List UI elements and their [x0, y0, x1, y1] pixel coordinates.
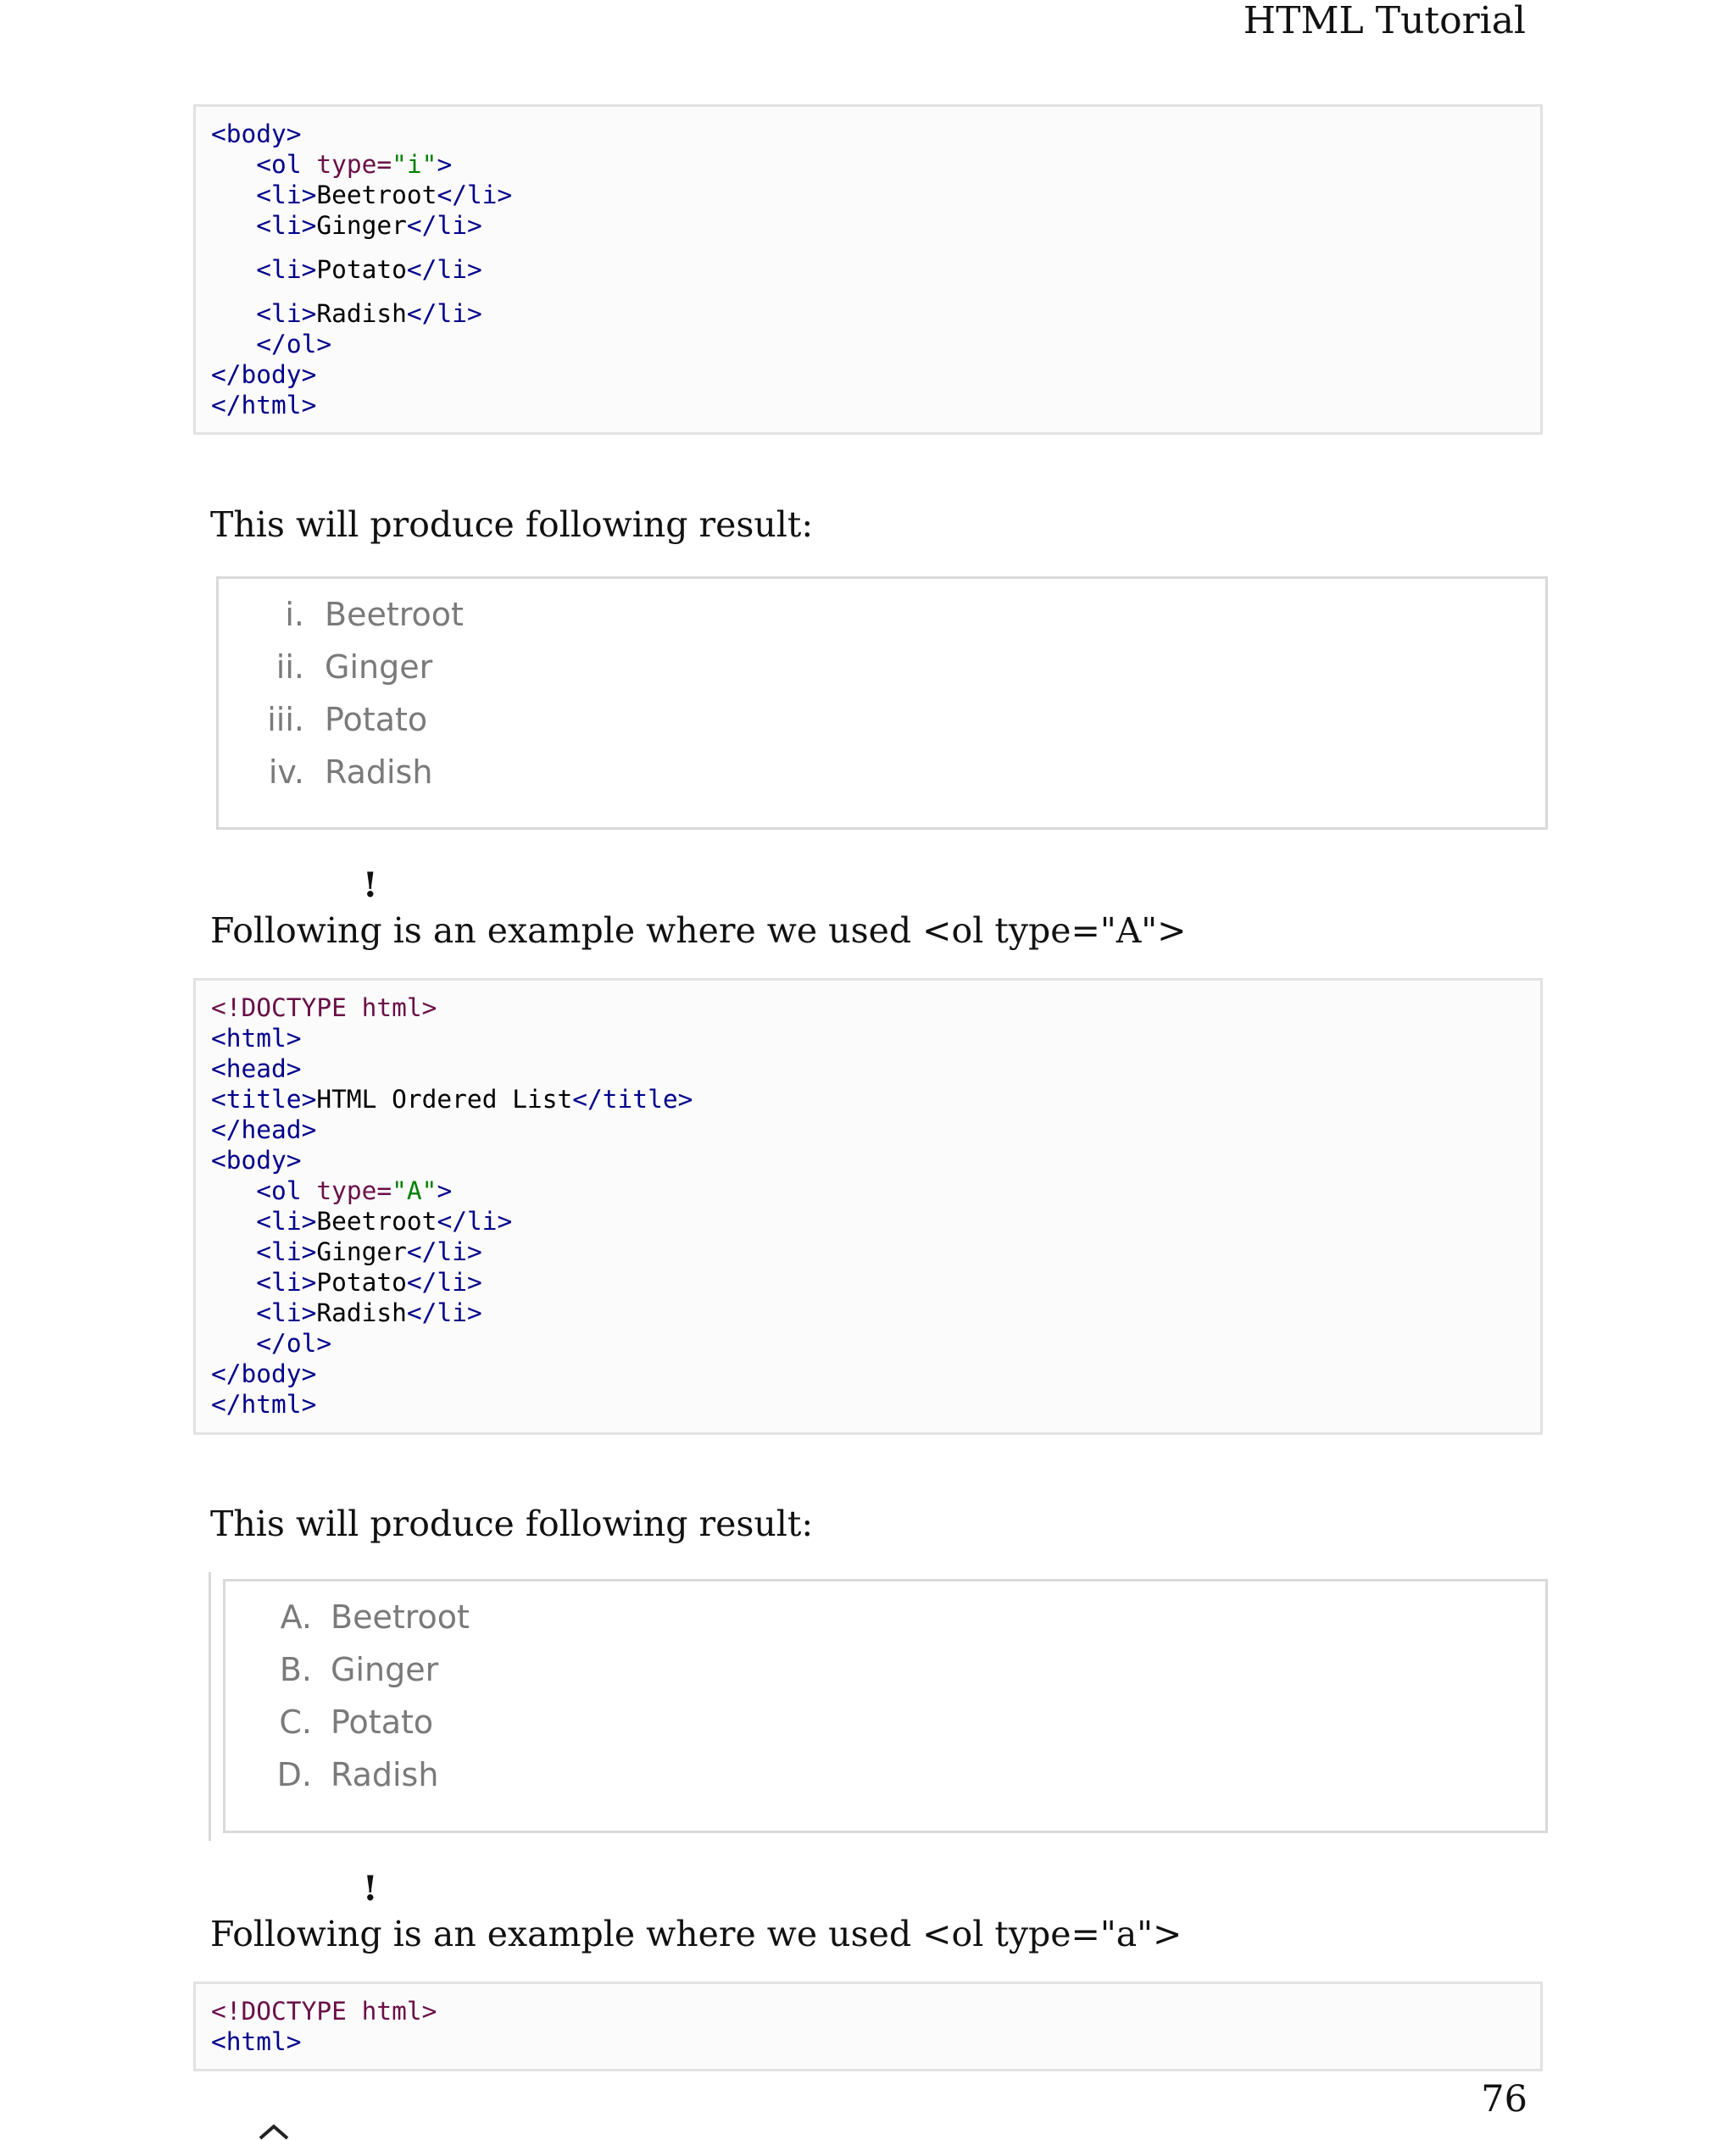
- code-line: <li>Potato</li>: [256, 255, 482, 284]
- code-line: </html>: [211, 391, 317, 420]
- code-line: <!DOCTYPE html>: [211, 993, 437, 1022]
- code-line: <ol type="A">: [256, 1176, 453, 1205]
- list-item-text: Potato: [325, 701, 428, 738]
- code-line: <li>Beetroot</li>: [256, 181, 513, 209]
- code-block-3: [193, 1982, 1543, 2071]
- list-marker: i.: [285, 596, 304, 633]
- list-item-text: Potato: [331, 1704, 434, 1741]
- code-line: </ol>: [256, 330, 332, 359]
- example-intro-2: Following is an example where we used <ol type="a">: [210, 1914, 1182, 1954]
- list-marker: D.: [276, 1756, 312, 1793]
- code-line: <html>: [211, 1024, 302, 1053]
- code-line: <!DOCTYPE html>: [211, 1997, 437, 2026]
- code-line: <li>Ginger</li>: [256, 1237, 482, 1266]
- list-item-text: Beetroot: [325, 596, 464, 633]
- code-line: <html>: [211, 2027, 302, 2056]
- chevron-up-icon[interactable]: [257, 2124, 291, 2140]
- code-line: </head>: [211, 1115, 317, 1144]
- list-marker: iv.: [268, 753, 304, 791]
- code-line: </html>: [211, 1390, 317, 1419]
- code-line: <li>Radish</li>: [256, 1298, 482, 1327]
- code-line: </body>: [211, 1359, 317, 1388]
- code-line: <body>: [211, 120, 302, 148]
- code-line: <li>Potato</li>: [256, 1268, 482, 1297]
- list-marker: iii.: [267, 701, 304, 738]
- list-marker: C.: [279, 1704, 312, 1741]
- code-line: </body>: [211, 360, 317, 389]
- list-marker: ii.: [275, 648, 304, 686]
- header-title: HTML Tutorial: [1243, 0, 1526, 42]
- code-line: <li>Ginger</li>: [256, 211, 482, 240]
- code-block-1: [193, 104, 1543, 435]
- list-item-text: Radish: [325, 753, 433, 791]
- result-box-2: [223, 1579, 1548, 1833]
- result-intro-2: This will produce following result:: [210, 1504, 814, 1544]
- list-marker: B.: [279, 1651, 312, 1688]
- divider: [209, 1572, 211, 1841]
- list-item-text: Radish: [331, 1756, 439, 1793]
- note-mark-2: !: [363, 1869, 378, 1909]
- result-intro-1: This will produce following result:: [210, 504, 814, 545]
- list-marker: A.: [280, 1598, 312, 1636]
- page-number: 76: [1481, 2078, 1527, 2121]
- list-item-text: Beetroot: [331, 1598, 470, 1636]
- code-line: <title>HTML Ordered List</title>: [211, 1085, 693, 1114]
- code-line: <ol type="i">: [256, 150, 453, 179]
- example-intro-1: Following is an example where we used <ol type="A">: [210, 910, 1187, 951]
- note-mark-1: !: [363, 865, 378, 905]
- code-line: <head>: [211, 1054, 302, 1083]
- list-item-text: Ginger: [325, 648, 433, 686]
- code-line: <body>: [211, 1146, 302, 1175]
- code-line: </ol>: [256, 1329, 332, 1358]
- code-line: <li>Beetroot</li>: [256, 1207, 513, 1236]
- result-box-1: [216, 576, 1548, 830]
- list-item-text: Ginger: [331, 1651, 439, 1688]
- code-line: <li>Radish</li>: [256, 299, 482, 328]
- code-block-2: [193, 978, 1543, 1435]
